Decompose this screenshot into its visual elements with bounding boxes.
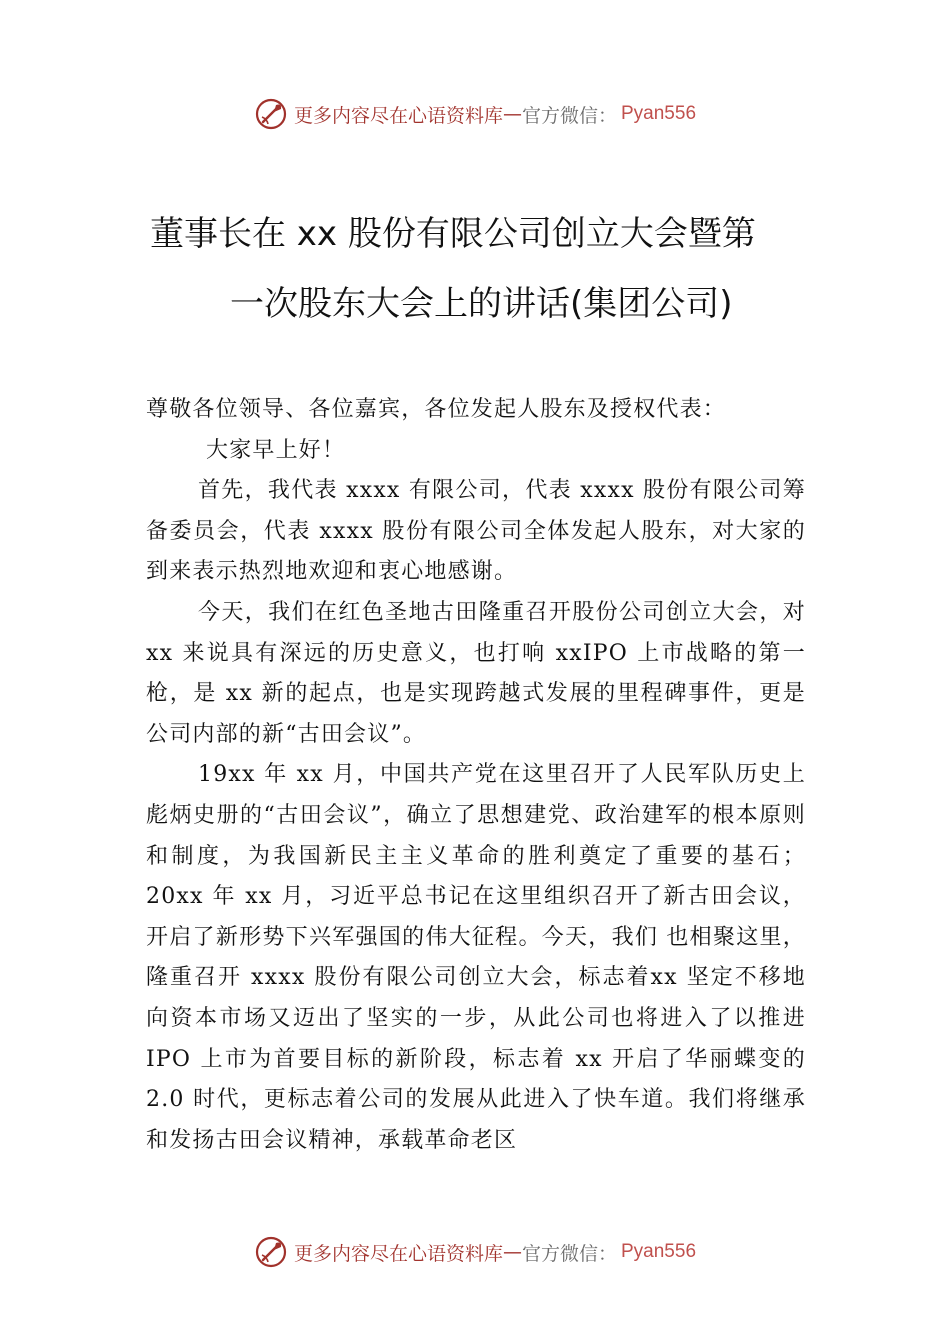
wechat-label: 官方微信： [521,104,617,127]
wechat-id: Pyan556 [621,1241,697,1262]
paragraph: 首先，我代表 xxxx 有限公司，代表 xxxx 股份有限公司筹备委员会，代表 xxxx 股份有限公司全体发起人股东，对大家的到来表示热烈地欢迎和衷心地感谢。 [146,478,806,585]
salutation: 尊敬各位领导、各位嘉宾，各位发起人股东及授权代表： [146,397,727,422]
document-title-line-1: 董事长在 xx 股份有限公司创立大会暨第 [150,214,756,254]
promo-text: 更多内容尽在心语资料库 [293,1242,503,1265]
paragraph: 19xx 年 xx 月，中国共产党在这里召开了人民军队历史上彪炳史册的“古田会议”，确立了思想建党、政治建军的根本原则和制度，为我国新民主主义革命的胜利奠定了重要的基石；20xx 年 xx 月，习近平总书记在这里组织召开了新古田会议，开启了新形势下兴军强国的伟大征程。今天，我们 也相聚这里，隆重召开 xxxx 股份有限公司创立大会，标志着xx 坚定不移地向资本市场又迈出了坚实的一步，从此公司也将进入了以推进 IPO 上市为首要目标的新阶段，标志着 xx 开启了华丽蝶变的 2.0 时代，更标志着公司的发展从此进入了快车道。我们将继承和发扬古田会议精神，承载革命老区 [146,762,806,1153]
quill-logo-icon [254,1235,288,1269]
wechat-label: 官方微信： [521,1242,617,1265]
wechat-id: Pyan556 [621,103,697,124]
banner-separator: — [502,103,522,125]
header-banner [0,94,950,134]
speech-body [146,390,806,1161]
greeting: 大家早上好！ [206,437,346,463]
paragraph: 今天，我们在红色圣地古田隆重召开股份公司创立大会，对 xx 来说具有深远的历史意义，也打响 xxIPO 上市战略的第一枪，是 xx 新的起点，也是实现跨越式发展的里程碑事件，更是公司内部的新“古田会议”。 [146,599,806,747]
document-title-line-2: 一次股东大会上的讲话(集团公司) [230,284,733,324]
footer-banner [0,1232,950,1272]
banner-separator: — [502,1241,522,1263]
promo-text: 更多内容尽在心语资料库 [293,104,503,127]
quill-logo-icon [254,97,288,131]
